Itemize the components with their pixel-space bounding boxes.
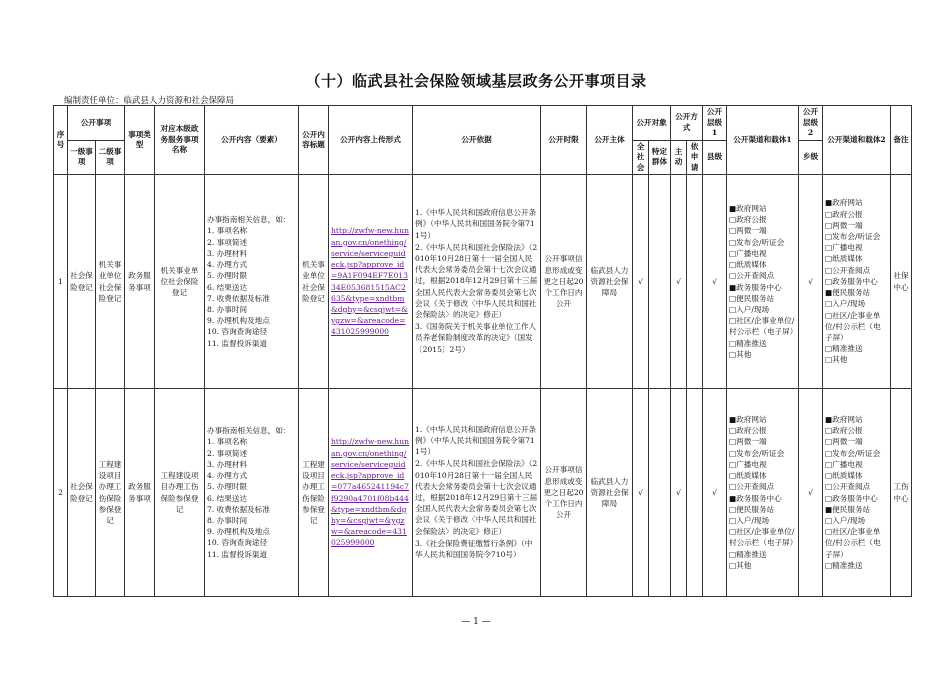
channel-item: □政务服务中心 xyxy=(825,493,878,503)
check-target-all: √ xyxy=(633,175,649,389)
check-level-county: √ xyxy=(703,175,727,389)
channel-item: □其他 xyxy=(825,355,848,365)
basis-item: 1.《中华人民共和国政府信息公开条例》（中华人民共和国国务院令第711号） xyxy=(415,208,537,240)
catalog-table xyxy=(53,105,912,597)
page-number: — 1 — xyxy=(461,617,491,627)
check-level-township: √ xyxy=(799,175,823,389)
row-service-name: 机关事业单位社会保险登记 xyxy=(155,175,205,389)
header-method: 公开方式 xyxy=(671,106,703,141)
channel-item: □广播电视 xyxy=(825,459,863,469)
channel-item: □广播电视 xyxy=(825,243,863,253)
header-remark: 备注 xyxy=(891,106,912,175)
check-target-all: √ xyxy=(633,389,649,597)
table-row xyxy=(54,389,912,597)
row-channel1 xyxy=(727,175,799,389)
channel-item: □其他 xyxy=(729,349,752,359)
check-level-county: √ xyxy=(703,389,727,597)
row-item-l1: 社会保险登记 xyxy=(68,389,96,597)
header-target: 公开对象 xyxy=(633,106,671,141)
row-content xyxy=(205,175,299,389)
responsible-unit: 编制责任单位：临武县人力资源和社会保障局 xyxy=(64,96,235,106)
row-basis xyxy=(413,389,541,597)
channel-item: ■政务服务中心 xyxy=(729,282,782,292)
channel-item: ■政府网站 xyxy=(825,198,863,208)
header-level2: 公开层级2 xyxy=(799,106,823,141)
content-line: 11. 监督投诉渠道 xyxy=(207,338,268,348)
row-item-l2: 工程建设项目办理工伤保险参保登记 xyxy=(96,389,125,597)
content-line: 9. 办理机构及地点 xyxy=(207,316,270,326)
header-seq: 序号 xyxy=(54,106,68,175)
check-method-apply xyxy=(687,175,703,389)
header-service-name: 对应本级政务服务事项名称 xyxy=(155,106,205,175)
content-line: 9. 办理机构及地点 xyxy=(207,527,270,537)
content-line: 3. 办理材料 xyxy=(207,459,248,469)
channel-item: □入户/现场 xyxy=(825,515,866,525)
header-upload-form: 公开内容上传形式 xyxy=(329,106,413,175)
channel-item: □政务服务中心 xyxy=(825,276,878,286)
header-method-active: 主动 xyxy=(671,140,687,175)
header-item-l2: 二级事项 xyxy=(96,140,125,175)
channel-item: □入户/现场 xyxy=(729,515,770,525)
channel-item: □公开查阅点 xyxy=(825,482,871,492)
row-upload-form xyxy=(329,389,413,597)
check-level-township: √ xyxy=(799,389,823,597)
row-remark: 社保中心 xyxy=(891,175,912,389)
basis-item: 3.《国务院关于机关事业单位工作人员养老保险制度改革的决定》（国发〔2015〕2号） xyxy=(415,322,537,354)
channel-item: □两微一端 xyxy=(729,437,767,447)
channel-item: ■政府网站 xyxy=(825,415,863,425)
channel-item: □广播电视 xyxy=(729,248,767,258)
content-line: 8. 办事时间 xyxy=(207,515,248,525)
content-line: 3. 办理材料 xyxy=(207,248,248,258)
header-content: 公开内容（要素） xyxy=(205,106,299,175)
table-row xyxy=(54,175,912,389)
channel-item: □便民服务站 xyxy=(729,504,775,514)
channel-item: □政府公报 xyxy=(825,426,863,436)
header-subject: 公开主体 xyxy=(587,106,633,175)
channel-item: □发布会/听证会 xyxy=(729,448,785,458)
content-line: 5. 办理时限 xyxy=(207,482,248,492)
row-content-title: 工程建设项目办理工伤保险参保登记 xyxy=(299,389,329,597)
channel-item: □两微一端 xyxy=(825,220,863,230)
row-time-limit: 公开事项信息形成或变更之日起20个工作日内公开 xyxy=(541,389,587,597)
content-line: 10. 咨询查询途径 xyxy=(207,538,268,548)
content-line: 4. 办理方式 xyxy=(207,471,248,481)
channel-item: □社区/企事业单位/村公示栏（电子屏） xyxy=(729,527,798,548)
basis-item: 2.《中华人民共和国社会保险法》（2010年10月28日第十一届全国人民代表大会常务委员会第十七次会议通过，根据2018年12月29日第十三届全国人民代表大会常务委员会第七次会议《关于修改〈中华人民共和国社会保险法〉的决定》修正） xyxy=(415,242,538,319)
channel-item: □便民服务站 xyxy=(729,293,775,303)
check-method-apply xyxy=(687,389,703,597)
service-guide-link[interactable]: http://zwfw-new.hunan.gov.cn/onething/service/serviceguideck.jsp?approve_id=077a465241194c7f9290a4701f08b444&type=xndtbm&dghy=&csqjwt=&ygzw=&areacode=431025999000 xyxy=(331,437,409,548)
channel-item: □社区/企事业单位/村公示栏（电子屏） xyxy=(825,527,881,559)
content-line: 1. 事项名称 xyxy=(207,437,248,447)
header-content-title: 公开内容标题 xyxy=(299,106,329,175)
channel-item: ■政府网站 xyxy=(729,204,767,214)
channel-item: □纸质媒体 xyxy=(825,254,863,264)
row-content xyxy=(205,389,299,597)
header-item-type: 事项类型 xyxy=(125,106,155,175)
page-title: （十）临武县社会保险领域基层政务公开事项目录 xyxy=(305,72,647,90)
content-line: 11. 监督投诉渠道 xyxy=(207,549,268,559)
channel-item: □公开查阅点 xyxy=(729,271,775,281)
header-time-limit: 公开时限 xyxy=(541,106,587,175)
channel-item: □精准推送 xyxy=(825,560,863,570)
header-level1: 公开层级1 xyxy=(703,106,727,141)
service-guide-link[interactable]: http://zwfw-new.hunan.gov.cn/onething/service/serviceguideck.jsp?approve_id=9A1F094EF7E01334E053681515AC2635&type=xndtbm&dghy=&csqjwt=&ygzw=&areacode=431025999000 xyxy=(331,226,409,337)
row-item-type: 政务服务事项 xyxy=(125,175,155,389)
header-item-l1: 一级事项 xyxy=(68,140,96,175)
basis-item: 3.《社会保险费征缴暂行条例》（中华人民共和国国务院令710号） xyxy=(415,538,533,560)
row-item-l2: 机关事业单位社会保险登记 xyxy=(96,175,125,389)
channel-item: □社区/企事业单位/村公示栏（电子屏） xyxy=(825,310,881,342)
row-channel2 xyxy=(823,389,891,597)
row-channel1 xyxy=(727,389,799,597)
header-method-apply: 依申请 xyxy=(687,140,703,175)
channel-item: ■政务服务中心 xyxy=(729,493,782,503)
channel-item: □纸质媒体 xyxy=(729,260,767,270)
content-line: 2. 事项简述 xyxy=(207,448,248,458)
channel-item: □社区/企事业单位/村公示栏（电子屏） xyxy=(729,316,798,337)
header-level2-township: 乡级 xyxy=(799,140,823,175)
row-seq: 2 xyxy=(54,389,68,597)
header-channel1: 公开渠道和载体1 xyxy=(727,106,799,175)
channel-item: ■便民服务站 xyxy=(825,504,871,514)
channel-item: □公开查阅点 xyxy=(825,265,871,275)
row-basis xyxy=(413,175,541,389)
header-channel2: 公开渠道和载体2 xyxy=(823,106,891,175)
check-target-group xyxy=(649,175,671,389)
channel-item: □公开查阅点 xyxy=(729,482,775,492)
channel-item: □纸质媒体 xyxy=(729,471,767,481)
content-line: 1. 事项名称 xyxy=(207,226,248,236)
check-target-group xyxy=(649,389,671,597)
channel-item: ■便民服务站 xyxy=(825,288,871,298)
channel-item: □发布会/听证会 xyxy=(825,448,881,458)
row-subject: 临武县人力资源社会保障局 xyxy=(587,175,633,389)
content-line: 10. 咨询查询途径 xyxy=(207,327,268,337)
row-item-type: 政务服务事项 xyxy=(125,389,155,597)
channel-item: □政府公报 xyxy=(729,215,767,225)
channel-item: ■政府网站 xyxy=(729,415,767,425)
check-method-active: √ xyxy=(671,175,687,389)
basis-item: 2.《中华人民共和国社会保险法》（2010年10月28日第十一届全国人民代表大会常务委员会第十七次会议通过，根据2018年12月29日第十三届全国人民代表大会常务委员会第七次会议《关于修改〈中华人民共和国社会保险法〉的决定》修正） xyxy=(415,459,538,536)
channel-item: □发布会/听证会 xyxy=(729,237,785,247)
content-line: 6. 结果送达 xyxy=(207,493,248,503)
content-line: 6. 结果送达 xyxy=(207,282,248,292)
channel-item: □两微一端 xyxy=(825,437,863,447)
channel-item: □广播电视 xyxy=(729,459,767,469)
row-seq: 1 xyxy=(54,175,68,389)
channel-item: □发布会/听证会 xyxy=(825,232,881,242)
row-item-l1: 社会保险登记 xyxy=(68,175,96,389)
header-target-group: 特定群体 xyxy=(649,140,671,175)
content-line: 7. 收费依据及标准 xyxy=(207,504,270,514)
row-subject: 临武县人力资源社会保障局 xyxy=(587,389,633,597)
row-upload-form xyxy=(329,175,413,389)
content-line: 8. 办事时间 xyxy=(207,304,248,314)
row-remark: 工伤中心 xyxy=(891,389,912,597)
channel-item: □两微一端 xyxy=(729,226,767,236)
row-content-title: 机关事业单位社会保险登记 xyxy=(299,175,329,389)
content-line: 办事指南相关信息，如： xyxy=(207,215,291,225)
row-channel2 xyxy=(823,175,891,389)
header-basis: 公开依据 xyxy=(413,106,541,175)
row-service-name: 工程建设项目办理工伤保险参保登记 xyxy=(155,389,205,597)
channel-item: □入户/现场 xyxy=(825,299,866,309)
channel-item: □政府公报 xyxy=(729,426,767,436)
channel-item: □精准推送 xyxy=(729,549,767,559)
check-method-active: √ xyxy=(671,389,687,597)
content-line: 4. 办理方式 xyxy=(207,260,248,270)
channel-item: □入户/现场 xyxy=(729,304,770,314)
header-item: 公开事项 xyxy=(68,106,125,141)
channel-item: □精准推送 xyxy=(729,338,767,348)
content-line: 5. 办理时限 xyxy=(207,271,248,281)
channel-item: □精准推送 xyxy=(825,344,863,354)
channel-item: □其他 xyxy=(729,560,752,570)
content-line: 2. 事项简述 xyxy=(207,237,248,247)
header-level1-county: 县级 xyxy=(703,140,727,175)
channel-item: □纸质媒体 xyxy=(825,471,863,481)
basis-item: 1.《中华人民共和国政府信息公开条例》（中华人民共和国国务院令第711号） xyxy=(415,424,537,457)
header-target-all: 全社会 xyxy=(633,140,649,175)
channel-item: □政府公报 xyxy=(825,209,863,219)
content-line: 7. 收费依据及标准 xyxy=(207,293,270,303)
row-time-limit: 公开事项信息形成或变更之日起20个工作日内公开 xyxy=(541,175,587,389)
content-line: 办事指南相关信息，如： xyxy=(207,426,291,436)
header-row-1 xyxy=(54,106,912,141)
